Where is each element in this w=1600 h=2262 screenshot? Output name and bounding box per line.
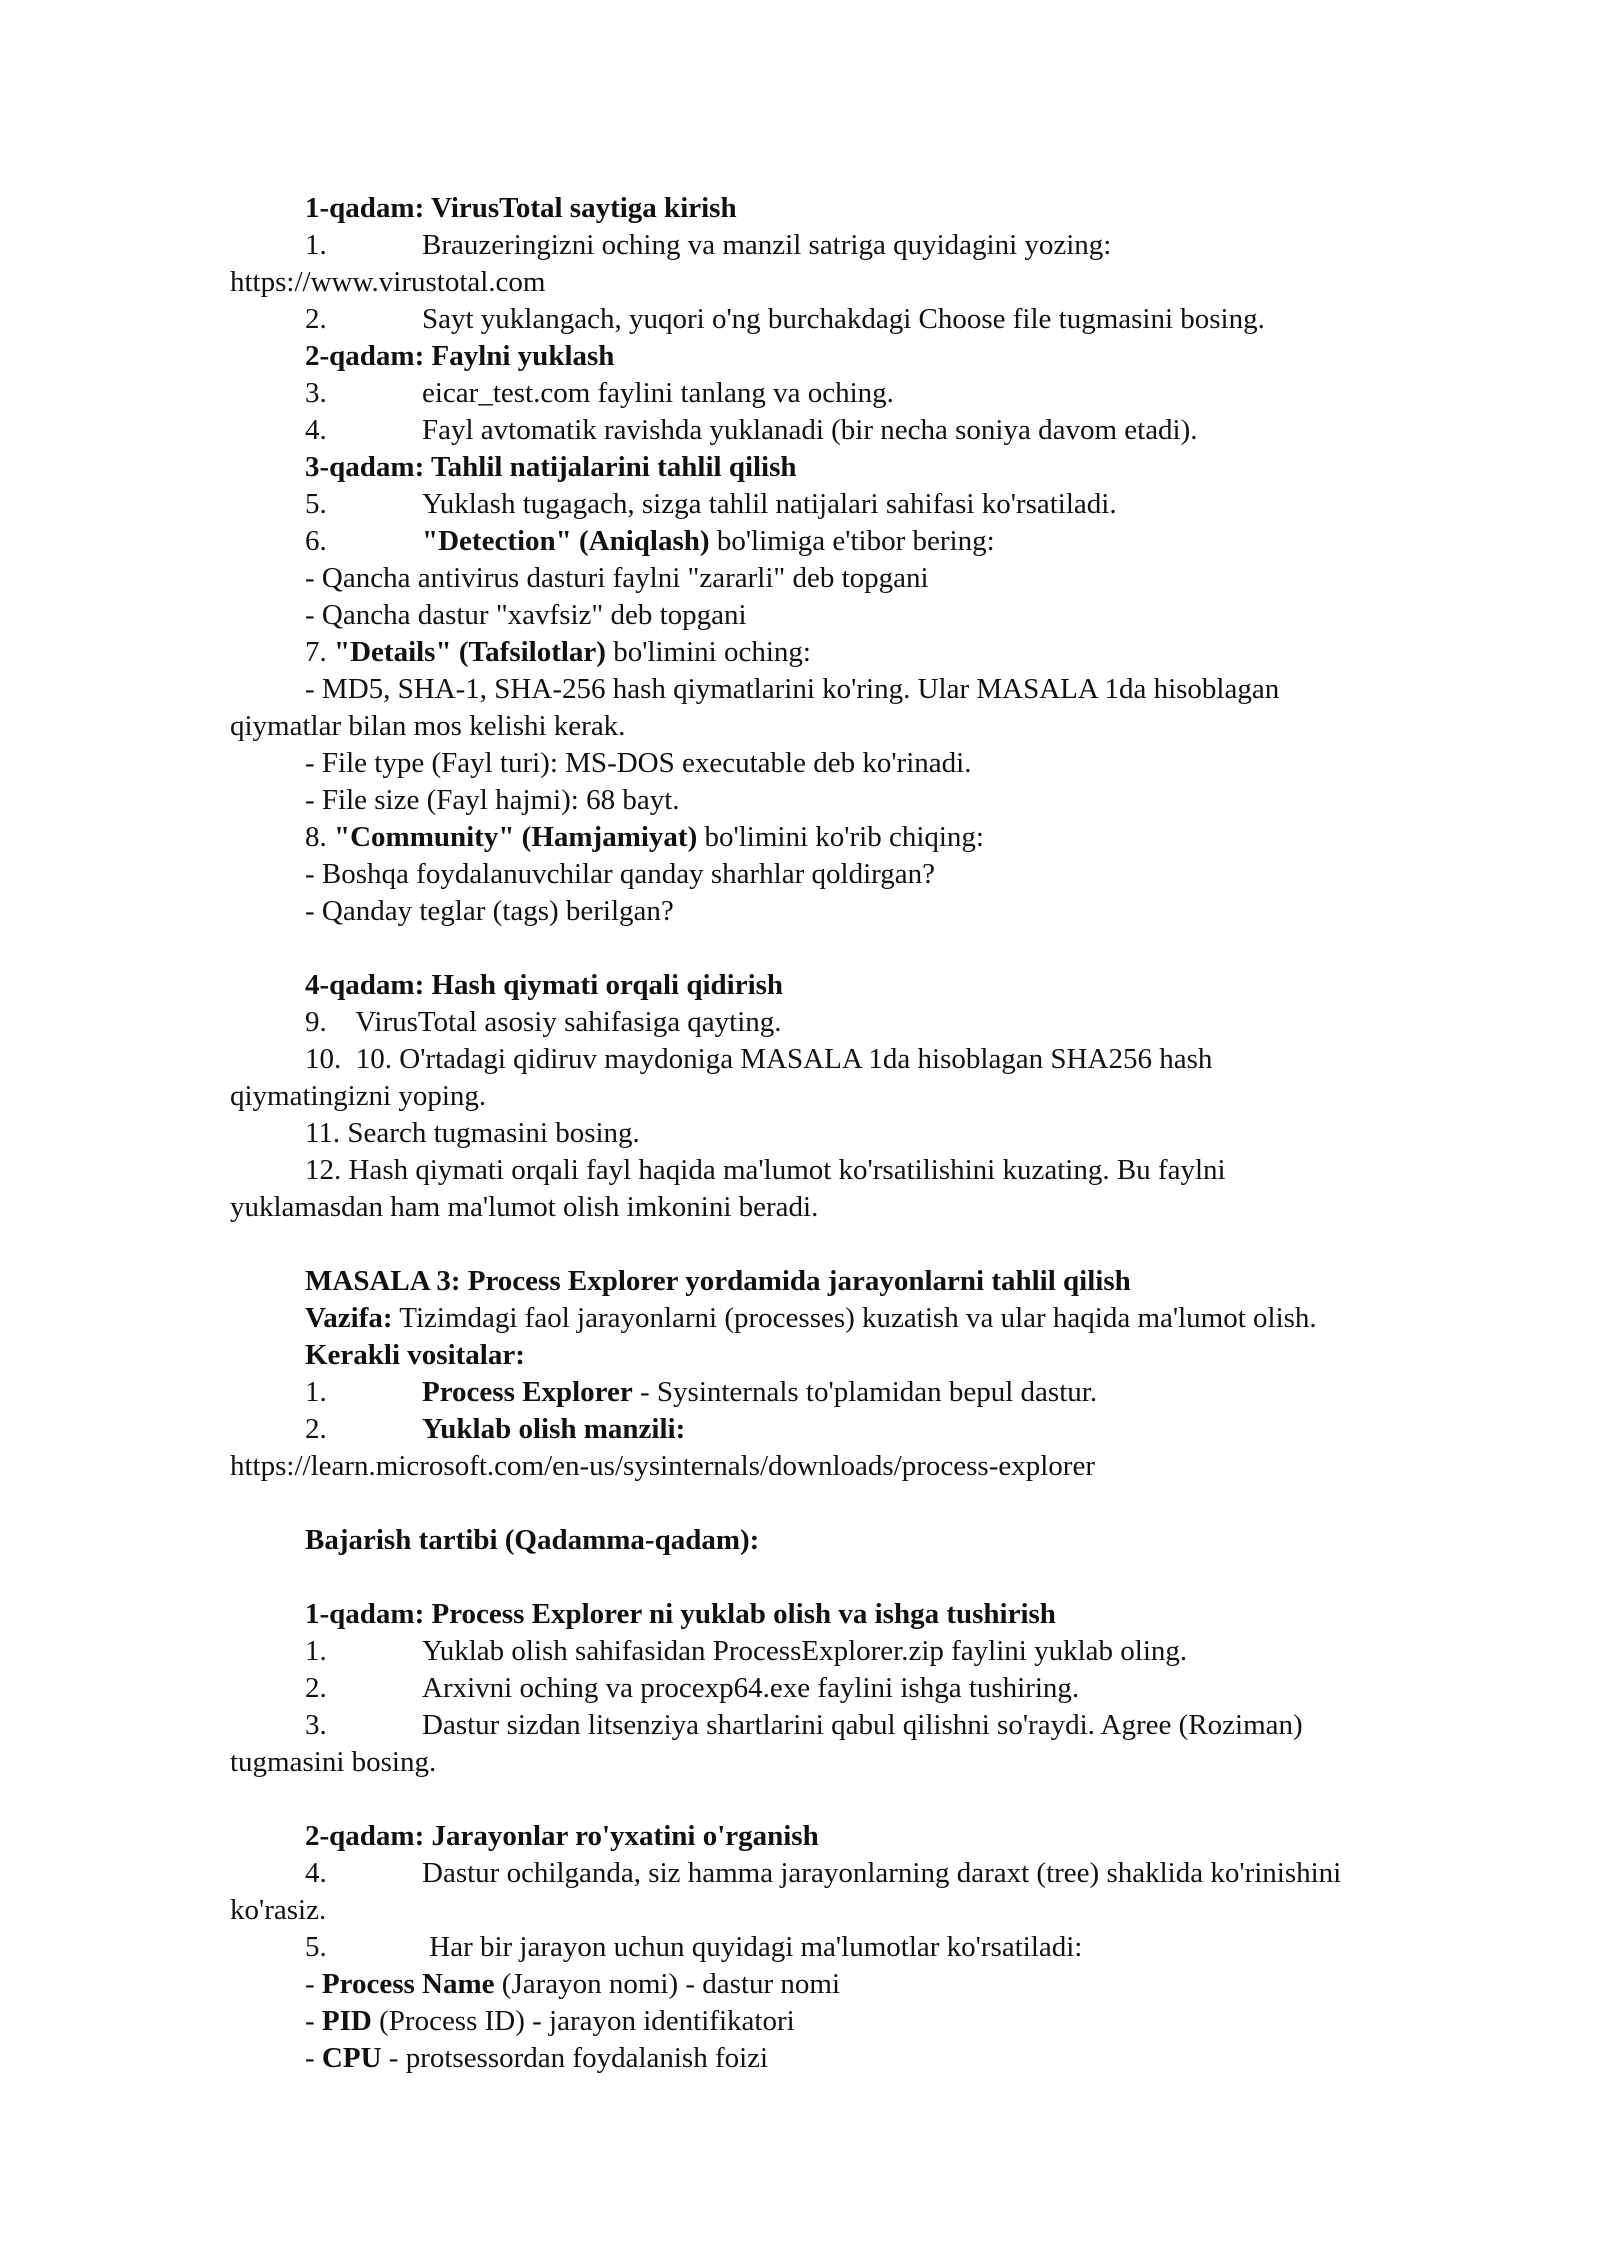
bullet-text: - MD5, SHA-1, SHA-256 hash qiymatlarini ko'ring. Ular MASALA 1da hisoblagan: [305, 673, 1280, 705]
step-heading: 2-qadam: Faylni yuklash: [305, 340, 615, 372]
list-item: 10. 10. O'rtadagi qidiruv maydoniga MASALA 1da hisoblagan SHA256 hash: [305, 1043, 1213, 1075]
list-item: 11. Search tugmasini bosing.: [305, 1117, 640, 1149]
section-heading: Bajarish tartibi (Qadamma-qadam):: [305, 1524, 760, 1556]
bullet-text: - CPU - protsessordan foydalanish foizi: [305, 2042, 769, 2074]
bullet-text: - Boshqa foydalanuvchilar qanday sharhlar qoldirgan?: [305, 858, 936, 890]
step-heading: 2-qadam: Jarayonlar ro'yxatini o'rganish: [305, 1820, 819, 1852]
bullet-text: - File type (Fayl turi): MS-DOS executable deb ko'rinadi.: [305, 747, 972, 779]
bullet-text: - Process Name (Jarayon nomi) - dastur nomi: [305, 1968, 841, 2000]
list-item: 7. "Details" (Tafsilotlar) bo'limini oching:: [305, 636, 811, 668]
bullet-text: - Qanday teglar (tags) berilgan?: [305, 895, 674, 927]
bullet-text: - File size (Fayl hajmi): 68 bayt.: [305, 784, 680, 816]
bullet-text: - PID (Process ID) - jarayon identifikatori: [305, 2005, 795, 2037]
bullet-text: - Qancha dastur "xavfsiz" deb topgani: [305, 599, 747, 631]
section-heading: MASALA 3: Process Explorer yordamida jarayonlarni tahlil qilish: [305, 1265, 1131, 1297]
step-heading: 1-qadam: Process Explorer ni yuklab olish va ishga tushirish: [305, 1598, 1056, 1630]
body-text: qiymatlar bilan mos kelishi kerak.: [230, 710, 626, 742]
list-item: 8. "Community" (Hamjamiyat) bo'limini ko'rib chiqing:: [305, 821, 984, 853]
step-heading: 4-qadam: Hash qiymati orqali qidirish: [305, 969, 784, 1001]
body-text: yuklamasdan ham ma'lumot olish imkonini beradi.: [230, 1191, 819, 1223]
url-text: https://learn.microsoft.com/en-us/sysinternals/downloads/process-explorer: [230, 1450, 1095, 1482]
body-text: qiymatingizni yoping.: [230, 1080, 487, 1112]
body-text: ko'rasiz.: [230, 1894, 327, 1926]
document-page: 1-qadam: VirusTotal saytiga kirish 1. Brauzeringizni oching va manzil satriga quyidagini yozing: https://www.virustotal.com 2. Sayt yuklangach, yuqori o'ng burchakdagi Choose file tugmasini bosing. 2-qadam: Faylni yuklash 3. eicar_test.com faylini tanlang va oching. 4. Fayl avtomatik ravishda yuklanadi (bir necha soniya davom etadi). 3-qadam: Tahlil natijalarini tahlil qilish 5. Yuklash tugagach, sizga tahlil natijalari sahifasi ko'rsatiladi. 6. "Detection" (Aniqlash) bo'limiga e'tibor bering: - Qancha antivirus dasturi faylni "zararli" deb topgani - Qancha dastur "xavfsiz" deb topgani 7. "Details" (Tafsilotlar) bo'limini oching: - MD5, SHA-1, SHA-256 hash qiymatlarini ko'ring. Ular MASALA 1da hisoblagan qiymatlar bilan mos kelishi kerak. - File type (Fayl turi): MS-DOS executable deb ko'rinadi. - File size (Fayl hajmi): 68 bayt. 8. "Community" (Hamjamiyat) bo'limini ko'rib chiqing: - Boshqa foydalanuvchilar qanday sharhlar qoldirgan? - Qanday teglar (tags) berilgan? 4-qadam: Hash qiymati orqali qidirish 9. VirusTotal asosiy sahifasiga qayting. 10. 10. O'rtadagi qidiruv maydoniga MASALA 1da hisoblagan SHA256 hash qiymatingizni yoping. 11. Search tugmasini bosing. 12. Hash qiymati orqali fayl haqida ma'lumot ko'rsatilishini kuzating. Bu faylni yuklamasdan ham ma'lumot olish imkonini beradi. MASALA 3: Process Explorer yordamida jarayonlarni tahlil qilish Vazifa: Tizimdagi faol jarayonlarni (processes) kuzatish va ular haqida ma'lumot olish. Kerakli vositalar: 1. Process Explorer - Sysinternals to'plamidan bepul dastur. 2. Yuklab olish manzili: https://learn.microsoft.com/en-us/sysinternals/downloads/process-explorer Bajarish tartibi (Qadamma-qadam): 1-qadam: Process Explorer ni yuklab olish va ishga tushirish 1. Yuklab olish sahifasidan ProcessExplorer.zip faylini yuklab oling. 2. Arxivni oching va procexp64.exe faylini ishga tushiring. 3. Dastur sizdan litsenziya shartlarini qabul qilishni so'raydi. Agree (Roziman) tugmasini bosing. 2-qadam: Jarayonlar ro'yxatini o'rganish 4. Dastur ochilganda, siz hamma jarayonlarning daraxt (tree) shaklida ko'rinishini ko'rasiz. 5. Har bir jarayon uchun quyidagi ma'lumotlar ko'rsatiladi: - Process Name (Jarayon nomi) - dastur nomi - PID (Process ID) - jarayon identifikatori - CPU - protsessordan foydalanish foizi: [0, 0, 1600, 2262]
step-heading: 3-qadam: Tahlil natijalarini tahlil qilish: [305, 451, 797, 483]
task-text: Vazifa: Tizimdagi faol jarayonlarni (processes) kuzatish va ular haqida ma'lumot olish.: [305, 1302, 1317, 1334]
list-item: 12. Hash qiymati orqali fayl haqida ma'lumot ko'rsatilishini kuzating. Bu faylni: [305, 1154, 1226, 1186]
step-heading: 1-qadam: VirusTotal saytiga kirish: [305, 192, 737, 224]
bullet-text: - Qancha antivirus dasturi faylni "zararli" deb topgani: [305, 562, 929, 594]
list-item: 9. VirusTotal asosiy sahifasiga qayting.: [305, 1006, 782, 1038]
tools-heading: Kerakli vositalar:: [305, 1339, 525, 1371]
url-text: https://www.virustotal.com: [230, 266, 546, 298]
body-text: tugmasini bosing.: [230, 1746, 437, 1778]
